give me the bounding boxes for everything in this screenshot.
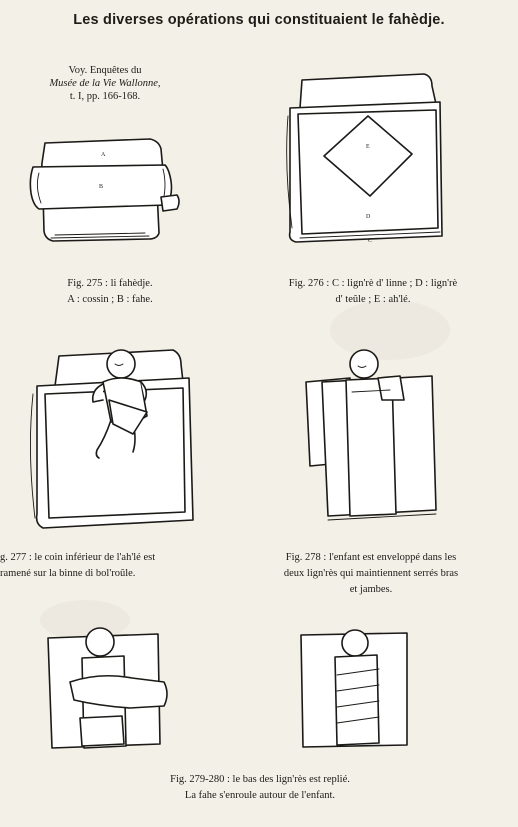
figure-278 xyxy=(292,342,452,524)
page-title: Les diverses opérations qui constituaient le fahèdje. xyxy=(73,12,445,28)
figure-label: C xyxy=(368,238,373,244)
caption-fig-275 xyxy=(30,276,190,308)
reference-line: Voy. Enquêtes du xyxy=(68,65,142,76)
figure-label: D xyxy=(366,214,371,220)
figure-279 xyxy=(40,622,175,757)
baby-head-shape xyxy=(107,350,135,378)
figure-278-drawing xyxy=(292,342,452,524)
folded-bottom-shape xyxy=(80,716,124,746)
caption-line: La fahe s'enroule autour de l'enfant. xyxy=(184,790,336,801)
figure-276 xyxy=(280,68,460,253)
reference-note xyxy=(20,64,190,103)
baby-head-shape xyxy=(86,628,114,656)
figure-280 xyxy=(295,625,415,755)
caption-fig-278 xyxy=(244,550,498,598)
figure-label: A xyxy=(101,152,106,158)
figure-label: B xyxy=(99,184,104,190)
caption-line: deux lign'rès qui maintiennent serrés bras xyxy=(283,568,459,579)
reference-line: t. I, pp. 166-168. xyxy=(69,91,141,102)
figure-277-drawing xyxy=(25,342,200,534)
figure-280-drawing xyxy=(295,625,415,755)
figure-277 xyxy=(25,342,200,534)
swaddle-shape xyxy=(335,655,379,745)
baby-arm-shape xyxy=(378,376,404,400)
caption-fig-276 xyxy=(238,276,508,308)
caption-line: Fig. 279-280 : le bas des lign'rès est replié. xyxy=(170,774,350,785)
caption-line: et jambes. xyxy=(349,584,393,595)
caption-line: g. 277 : le coin inférieur de l'ah'lé est xyxy=(0,552,156,563)
reference-line: Musée de la Vie Wallonne, xyxy=(49,78,161,89)
caption-line: d' teûle ; E : ah'lé. xyxy=(335,294,411,305)
caption-line: Fig. 275 : li fahèdje. xyxy=(67,278,153,289)
caption-line: A : cossin ; B : fahe. xyxy=(67,294,153,305)
baby-head-shape xyxy=(342,630,368,656)
figure-276-drawing xyxy=(280,68,460,253)
caption-line: Fig. 278 : l'enfant est enveloppé dans les xyxy=(285,552,457,563)
caption-line: ramené sur la binne di bol'roûle. xyxy=(0,568,136,579)
figure-label: E xyxy=(366,144,370,150)
band-end-shape xyxy=(161,195,179,211)
caption-fig-277 xyxy=(0,550,236,582)
fold-line xyxy=(30,394,35,518)
figure-279-drawing xyxy=(40,622,175,757)
figure-275-drawing xyxy=(25,135,185,250)
baby-head-shape xyxy=(350,350,378,378)
figure-275 xyxy=(25,135,185,250)
caption-line: Fig. 276 : C : lign'rè d' linne ; D : lign'rè xyxy=(288,278,458,289)
caption-fig-279-280 xyxy=(40,772,480,804)
